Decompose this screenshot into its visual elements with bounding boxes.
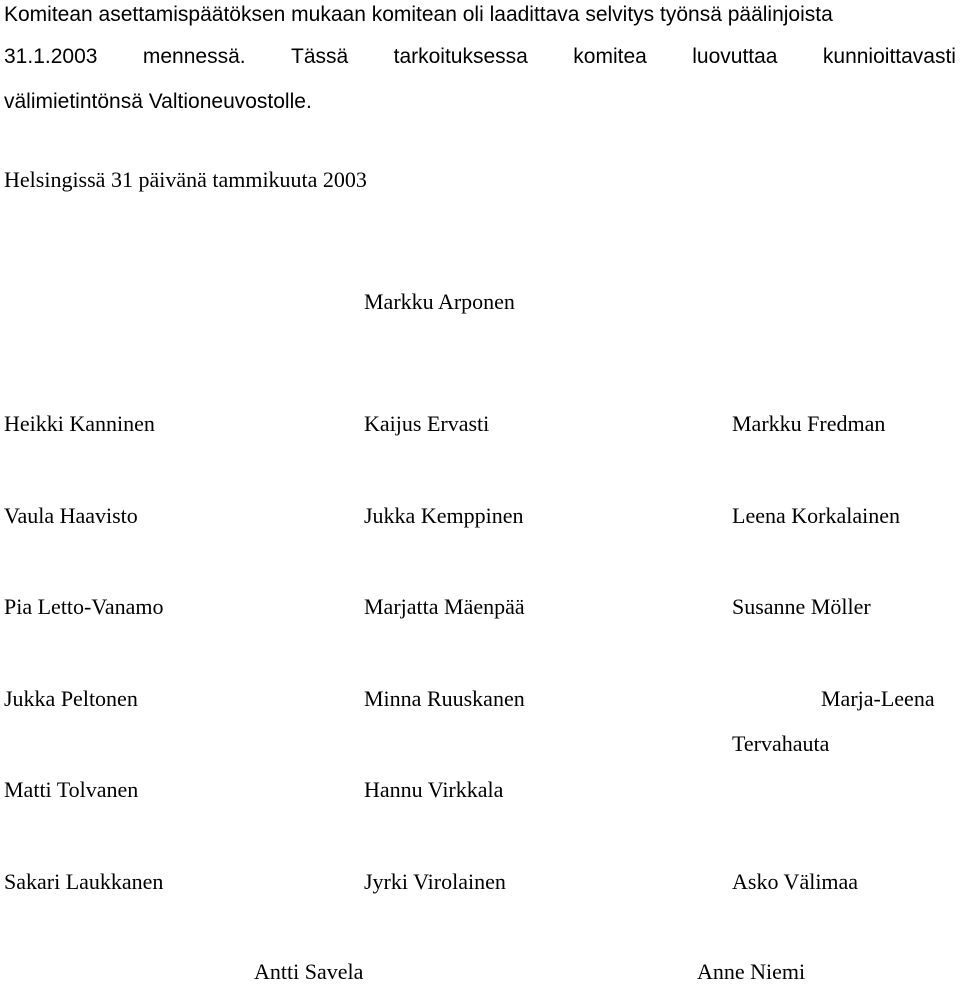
signatory-name: Sakari Laukkanen (4, 869, 164, 894)
signatory-name: Jukka Peltonen (4, 686, 138, 711)
signatory-name: Susanne Möller (732, 594, 871, 619)
signatory-name: Minna Ruuskanen (364, 686, 525, 711)
paragraph-word: Tässä (291, 45, 349, 68)
paragraph-line-3: välimietintönsä Valtioneuvostolle. (4, 90, 312, 113)
signatory-name: Jukka Kemppinen (364, 503, 524, 528)
paragraph-word: 31.1.2003 (4, 45, 98, 68)
paragraph-word: mennessä. (142, 45, 246, 68)
signatory-name: Vaula Haavisto (4, 503, 138, 528)
paragraph-word: komitea (573, 45, 647, 68)
signatory-name-continuation: Tervahauta (732, 731, 830, 756)
paragraph-line-2 (4, 44, 956, 70)
signatory-secretary: Antti Savela (254, 959, 364, 984)
signatory-name: Matti Tolvanen (4, 777, 139, 802)
paragraph-word: tarkoituksessa (393, 45, 528, 68)
signatory-secretary: Anne Niemi (697, 959, 806, 984)
signatory-name: Jyrki Virolainen (364, 869, 506, 894)
signatory-name: Hannu Virkkala (364, 777, 504, 802)
signatory-name: Asko Välimaa (732, 869, 859, 894)
paragraph-word: kunnioittavasti (822, 45, 956, 68)
signatory-name: Heikki Kanninen (4, 411, 155, 436)
signatory-name: Marjatta Mäenpää (364, 594, 525, 619)
paragraph-word: luovuttaa (692, 45, 778, 68)
place-date: Helsingissä 31 päivänä tammikuuta 2003 (4, 167, 367, 192)
signatory-name: Marja-Leena (821, 686, 935, 711)
paragraph-line-1: Komitean asettamispäätöksen mukaan komitean oli laadittava selvitys työnsä päälinjoista (4, 3, 833, 26)
signatory-name: Pia Letto-Vanamo (4, 594, 164, 619)
signatory-name: Markku Fredman (732, 411, 886, 436)
signatory-name: Leena Korkalainen (732, 503, 900, 528)
signatory-name: Kaijus Ervasti (364, 411, 490, 436)
signatory-chair: Markku Arponen (364, 289, 515, 314)
